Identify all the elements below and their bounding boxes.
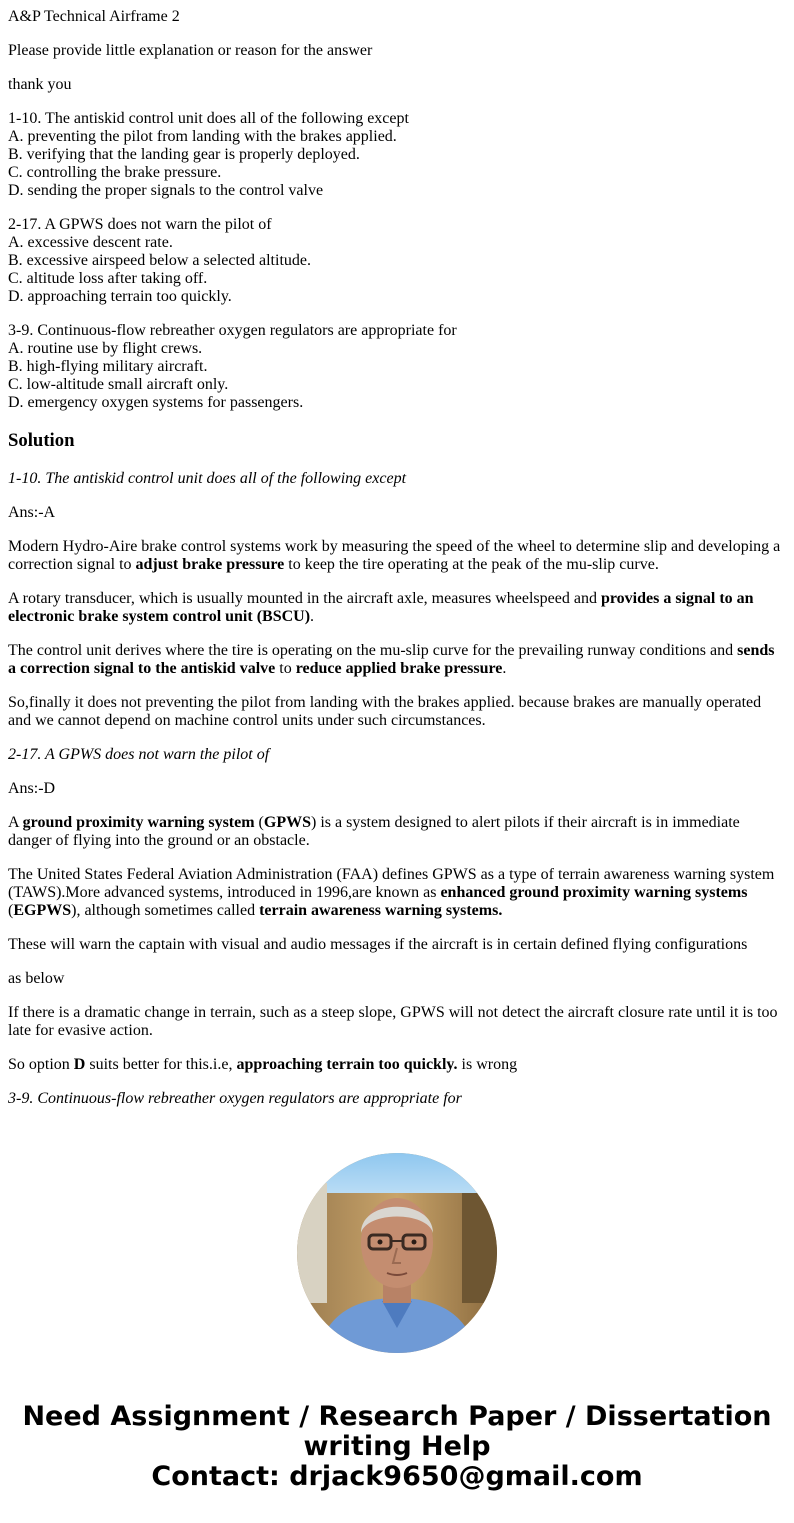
promo-footer [0,1402,794,1492]
text-run: suits better for this.i.e, [85,1056,237,1073]
question-option: C. controlling the brake pressure. [8,164,222,181]
bold-run: terrain awareness warning systems. [259,902,503,919]
text-run: ), although sometimes called [71,902,260,919]
text-run: So option [8,1056,74,1073]
bold-run: GPWS [263,814,311,831]
text-run: A rotary transducer, which is usually mounted in the aircraft axle, measures wheelspeed and [8,590,601,607]
question-item-1 [8,110,786,200]
bold-run: sends a correction signal to the antiskid valve [8,642,775,677]
solution-q1-paragraph-3 [8,642,786,678]
bold-run: D [73,1056,86,1073]
text-run: to [275,660,296,677]
solution-q1-paragraph-2 [8,590,786,626]
question-title: A&P Technical Airframe 2 [8,8,180,25]
bold-run: reduce applied brake pressure [295,660,503,677]
solution-q2-paragraph-4: as below [8,970,65,987]
text-run: . [502,660,507,677]
solution-q2-paragraph-6 [8,1056,786,1074]
text-run: The United States Federal Aviation Administration (FAA) defines GPWS as a type of terrain awareness warning system (TAWS).More advanced systems, introduced in 1996,are known as [8,866,775,901]
question-option: D. sending the proper signals to the control valve [8,182,324,199]
promo-contact: Contact: drjack9650@gmail.com [151,1461,643,1492]
question-option: C. altitude loss after taking off. [8,270,208,287]
solution-q2-paragraph-5: If there is a dramatic change in terrain, such as a steep slope, GPWS will not detect the aircraft closure rate until it is too late for evasive action. [8,1004,778,1039]
text-run: . [310,608,315,625]
question-option: A. routine use by flight crews. [8,340,203,357]
solution-q1-prompt: 1-10. The antiskid control unit does all of the following except [8,470,407,487]
text-run: is wrong [457,1056,518,1073]
question-prompt: 1-10. The antiskid control unit does all of the following except [8,110,409,127]
bold-run: provides a signal to an electronic brake system control unit (BSCU) [8,590,754,625]
solution-q2-answer: Ans:-D [8,780,56,797]
question-option: B. verifying that the landing gear is properly deployed. [8,146,360,163]
bold-run: EGPWS [13,902,72,919]
text-run: ( [8,902,14,919]
solution-heading: Solution [8,430,75,451]
text-run: Modern Hydro-Aire brake control systems work by measuring the speed of the wheel to determine slip and developing a correction signal to [8,538,781,573]
question-option: A. excessive descent rate. [8,234,173,251]
solution-q1-paragraph-1 [8,538,786,574]
solution-q3-prompt: 3-9. Continuous-flow rebreather oxygen regulators are appropriate for [8,1090,462,1107]
question-prompt: 3-9. Continuous-flow rebreather oxygen regulators are appropriate for [8,322,457,339]
text-run: A [8,814,23,831]
text-run: to keep the tire operating at the peak of the mu-slip curve. [284,556,659,573]
solution-q2-paragraph-3: These will warn the captain with visual and audio messages if the aircraft is in certain defined flying configurations [8,936,748,953]
bold-run: ground proximity warning system [22,814,255,831]
question-item-2 [8,216,786,306]
promo-line-2: writing Help [303,1431,491,1462]
solution-q1-paragraph-4: So,finally it does not preventing the pilot from landing with the brakes applied. because brakes are manually operated and we cannot depend on machine control units under such circumstances. [8,694,762,729]
bold-run: approaching terrain too quickly. [236,1056,458,1073]
solution-q2-paragraph-2 [8,866,786,920]
question-option: B. excessive airspeed below a selected altitude. [8,252,311,269]
avatar-portrait [297,1153,497,1353]
question-option: D. approaching terrain too quickly. [8,288,232,305]
bold-run: enhanced ground proximity warning systems [440,884,748,901]
promo-line-1: Need Assignment / Research Paper / Dissertation [22,1401,772,1432]
solution-q2-prompt: 2-17. A GPWS does not warn the pilot of [8,746,270,763]
question-option: A. preventing the pilot from landing with the brakes applied. [8,128,397,145]
solution-q2-paragraph-1 [8,814,786,850]
question-item-3 [8,322,786,412]
text-run: The control unit derives where the tire is operating on the mu-slip curve for the prevailing runway conditions and [8,642,738,659]
question-option: C. low-altitude small aircraft only. [8,376,229,393]
document-body [8,8,786,1124]
question-option: B. high-flying military aircraft. [8,358,208,375]
author-avatar [297,1153,497,1353]
text-run: ) is a system designed to alert pilots if their aircraft is in immediate danger of flying into the ground or an obstacle. [8,814,740,849]
bold-run: adjust brake pressure [135,556,285,573]
question-thanks: thank you [8,76,72,93]
question-request: Please provide little explanation or reason for the answer [8,42,373,59]
question-prompt: 2-17. A GPWS does not warn the pilot of [8,216,272,233]
text-run: ( [254,814,264,831]
question-option: D. emergency oxygen systems for passengers. [8,394,304,411]
solution-q1-answer: Ans:-A [8,504,56,521]
